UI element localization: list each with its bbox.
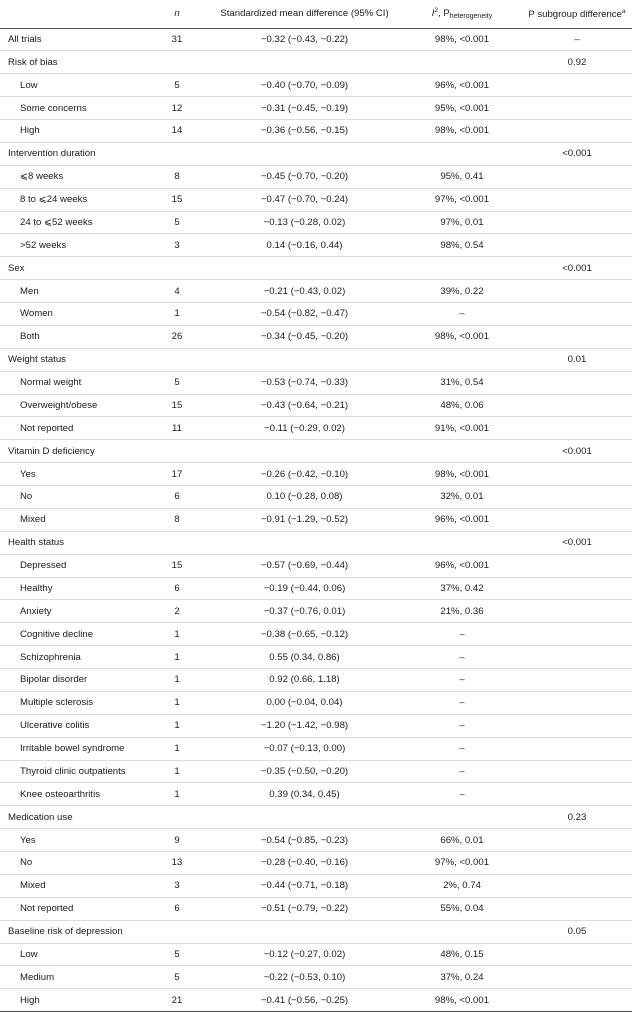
row-i2: – <box>402 623 522 646</box>
row-psub: 0.23 <box>522 806 632 829</box>
row-smd <box>207 920 402 943</box>
row-smd: 0.10 (−0.28, 0.08) <box>207 486 402 509</box>
row-i2: 37%, 0.42 <box>402 577 522 600</box>
subgroup-row <box>0 417 632 440</box>
row-i2: 37%, 0.24 <box>402 966 522 989</box>
row-i2: 2%, 0.74 <box>402 874 522 897</box>
row-smd: −0.45 (−0.70, −0.20) <box>207 165 402 188</box>
subgroup-row <box>0 74 632 97</box>
row-label: Some concerns <box>0 97 147 120</box>
row-label: >52 weeks <box>0 234 147 257</box>
row-i2: – <box>402 303 522 326</box>
row-n <box>147 51 207 74</box>
row-smd: −0.37 (−0.76, 0.01) <box>207 600 402 623</box>
row-n: 6 <box>147 486 207 509</box>
group-heading-row <box>0 531 632 554</box>
subgroup-row <box>0 371 632 394</box>
row-i2: – <box>402 737 522 760</box>
subgroup-row <box>0 280 632 303</box>
row-psub <box>522 165 632 188</box>
row-smd <box>207 348 402 371</box>
row-psub <box>522 394 632 417</box>
row-label: Normal weight <box>0 371 147 394</box>
row-smd: −0.40 (−0.70, −0.09) <box>207 74 402 97</box>
row-i2 <box>402 920 522 943</box>
row-i2: 91%, <0.001 <box>402 417 522 440</box>
row-label: Thyroid clinic outpatients <box>0 760 147 783</box>
row-psub <box>522 234 632 257</box>
row-label: Mixed <box>0 874 147 897</box>
subgroup-row <box>0 966 632 989</box>
row-n: 15 <box>147 394 207 417</box>
row-n: 1 <box>147 669 207 692</box>
row-psub <box>522 74 632 97</box>
row-n: 3 <box>147 234 207 257</box>
row-smd: −0.43 (−0.64, −0.21) <box>207 394 402 417</box>
header-label <box>0 0 147 28</box>
row-n: 6 <box>147 897 207 920</box>
row-n: 5 <box>147 74 207 97</box>
row-smd: −0.36 (−0.56, −0.15) <box>207 120 402 143</box>
row-label: Multiple sclerosis <box>0 691 147 714</box>
row-n: 31 <box>147 28 207 51</box>
row-n: 1 <box>147 760 207 783</box>
subgroup-row <box>0 508 632 531</box>
row-psub <box>522 714 632 737</box>
subgroup-row <box>0 554 632 577</box>
subgroup-row <box>0 829 632 852</box>
subgroup-row <box>0 783 632 806</box>
row-i2: 96%, <0.001 <box>402 74 522 97</box>
subgroup-row <box>0 874 632 897</box>
row-smd: −0.53 (−0.74, −0.33) <box>207 371 402 394</box>
row-label: Sex <box>0 257 147 280</box>
header-i2-sep: , P <box>438 8 450 20</box>
row-i2: 31%, 0.54 <box>402 371 522 394</box>
row-n: 26 <box>147 325 207 348</box>
row-n: 8 <box>147 508 207 531</box>
row-smd: −0.12 (−0.27, 0.02) <box>207 943 402 966</box>
row-label: 8 to ⩽24 weeks <box>0 188 147 211</box>
row-psub <box>522 989 632 1012</box>
row-psub <box>522 966 632 989</box>
subgroup-row <box>0 97 632 120</box>
row-smd: −0.31 (−0.45, −0.19) <box>207 97 402 120</box>
row-psub <box>522 577 632 600</box>
row-n: 1 <box>147 303 207 326</box>
row-psub: 0.05 <box>522 920 632 943</box>
row-label: Yes <box>0 463 147 486</box>
row-i2: 98%, <0.001 <box>402 989 522 1012</box>
row-psub <box>522 623 632 646</box>
row-psub <box>522 303 632 326</box>
row-smd: −0.34 (−0.45, −0.20) <box>207 325 402 348</box>
row-psub: <0.001 <box>522 142 632 165</box>
row-smd: −0.07 (−0.13, 0.00) <box>207 737 402 760</box>
row-smd: −0.19 (−0.44, 0.06) <box>207 577 402 600</box>
row-i2: – <box>402 691 522 714</box>
subgroup-row <box>0 691 632 714</box>
subgroup-row <box>0 463 632 486</box>
row-i2: 97%, <0.001 <box>402 188 522 211</box>
subgroup-row <box>0 325 632 348</box>
table-body <box>0 28 632 1012</box>
subgroup-row <box>0 646 632 669</box>
row-psub: 0.92 <box>522 51 632 74</box>
row-i2: 97%, 0.01 <box>402 211 522 234</box>
row-psub <box>522 829 632 852</box>
row-label: Anxiety <box>0 600 147 623</box>
subgroup-row <box>0 897 632 920</box>
row-label: Low <box>0 943 147 966</box>
row-psub <box>522 417 632 440</box>
row-psub <box>522 943 632 966</box>
row-label: Overweight/obese <box>0 394 147 417</box>
row-label: Men <box>0 280 147 303</box>
row-label: Not reported <box>0 897 147 920</box>
row-n <box>147 440 207 463</box>
row-smd: −0.91 (−1.29, −0.52) <box>207 508 402 531</box>
row-i2 <box>402 531 522 554</box>
row-psub <box>522 325 632 348</box>
row-smd <box>207 806 402 829</box>
row-label: Low <box>0 74 147 97</box>
row-i2: 66%, 0.01 <box>402 829 522 852</box>
row-n: 1 <box>147 783 207 806</box>
row-smd: −0.26 (−0.42, −0.10) <box>207 463 402 486</box>
header-psub <box>522 0 632 28</box>
row-psub <box>522 600 632 623</box>
overall-row <box>0 28 632 51</box>
row-smd: −0.32 (−0.43, −0.22) <box>207 28 402 51</box>
row-psub <box>522 874 632 897</box>
row-smd: −0.51 (−0.79, −0.22) <box>207 897 402 920</box>
row-psub <box>522 554 632 577</box>
row-psub <box>522 188 632 211</box>
subgroup-row <box>0 486 632 509</box>
row-label: High <box>0 120 147 143</box>
row-label: Medication use <box>0 806 147 829</box>
group-heading-row <box>0 806 632 829</box>
row-n <box>147 806 207 829</box>
row-i2: 48%, 0.06 <box>402 394 522 417</box>
row-i2: 98%, <0.001 <box>402 120 522 143</box>
subgroup-row <box>0 852 632 875</box>
row-n: 1 <box>147 691 207 714</box>
row-smd: −1.20 (−1.42, −0.98) <box>207 714 402 737</box>
row-label: High <box>0 989 147 1012</box>
row-i2: 39%, 0.22 <box>402 280 522 303</box>
row-label: Irritable bowel syndrome <box>0 737 147 760</box>
row-n: 6 <box>147 577 207 600</box>
row-i2 <box>402 257 522 280</box>
row-n: 1 <box>147 714 207 737</box>
row-n: 13 <box>147 852 207 875</box>
row-smd <box>207 51 402 74</box>
row-smd: 0.14 (−0.16, 0.44) <box>207 234 402 257</box>
header-psub-main: P subgroup difference <box>528 8 622 20</box>
row-n: 2 <box>147 600 207 623</box>
row-i2 <box>402 440 522 463</box>
row-i2 <box>402 142 522 165</box>
row-psub <box>522 508 632 531</box>
row-label: Medium <box>0 966 147 989</box>
row-i2: 96%, <0.001 <box>402 554 522 577</box>
row-smd: −0.44 (−0.71, −0.18) <box>207 874 402 897</box>
row-label: Mixed <box>0 508 147 531</box>
subgroup-row <box>0 714 632 737</box>
row-psub <box>522 669 632 692</box>
row-psub <box>522 463 632 486</box>
row-i2: 98%, <0.001 <box>402 463 522 486</box>
row-psub <box>522 211 632 234</box>
group-heading-row <box>0 142 632 165</box>
row-n: 17 <box>147 463 207 486</box>
subgroup-row <box>0 394 632 417</box>
header-i2-sup: 2 <box>434 7 439 15</box>
row-psub <box>522 691 632 714</box>
header-i2-sub: heterogeneity <box>449 13 493 21</box>
subgroup-row <box>0 120 632 143</box>
row-smd: 0.00 (−0.04, 0.04) <box>207 691 402 714</box>
row-n: 9 <box>147 829 207 852</box>
row-label: Ulcerative colitis <box>0 714 147 737</box>
row-i2: 32%, 0.01 <box>402 486 522 509</box>
header-psub-sup: a <box>621 7 626 15</box>
row-i2: 98%, <0.001 <box>402 28 522 51</box>
row-n: 15 <box>147 554 207 577</box>
row-n: 5 <box>147 211 207 234</box>
row-psub: <0.001 <box>522 257 632 280</box>
row-smd: −0.54 (−0.85, −0.23) <box>207 829 402 852</box>
row-smd: −0.22 (−0.53, 0.10) <box>207 966 402 989</box>
row-label: Cognitive decline <box>0 623 147 646</box>
row-smd: −0.41 (−0.56, −0.25) <box>207 989 402 1012</box>
subgroup-row <box>0 211 632 234</box>
row-n: 15 <box>147 188 207 211</box>
subgroup-row <box>0 943 632 966</box>
row-label: Bipolar disorder <box>0 669 147 692</box>
row-label: Intervention duration <box>0 142 147 165</box>
subgroup-row <box>0 623 632 646</box>
row-label: Healthy <box>0 577 147 600</box>
subgroup-row <box>0 760 632 783</box>
row-n: 4 <box>147 280 207 303</box>
row-smd <box>207 142 402 165</box>
row-label: Baseline risk of depression <box>0 920 147 943</box>
row-i2: – <box>402 783 522 806</box>
row-n: 1 <box>147 623 207 646</box>
row-smd: −0.38 (−0.65, −0.12) <box>207 623 402 646</box>
row-label: 24 to ⩽52 weeks <box>0 211 147 234</box>
row-smd: −0.28 (−0.40, −0.16) <box>207 852 402 875</box>
row-n: 5 <box>147 943 207 966</box>
row-smd: −0.13 (−0.28, 0.02) <box>207 211 402 234</box>
row-label: Both <box>0 325 147 348</box>
group-heading-row <box>0 51 632 74</box>
row-n <box>147 348 207 371</box>
row-psub <box>522 280 632 303</box>
group-heading-row <box>0 348 632 371</box>
row-psub <box>522 371 632 394</box>
header-i2 <box>402 0 522 28</box>
row-smd: −0.54 (−0.82, −0.47) <box>207 303 402 326</box>
row-n <box>147 142 207 165</box>
row-label: ⩽8 weeks <box>0 165 147 188</box>
subgroup-row <box>0 303 632 326</box>
row-i2: 95%, <0.001 <box>402 97 522 120</box>
group-heading-row <box>0 440 632 463</box>
row-psub <box>522 646 632 669</box>
row-label: No <box>0 486 147 509</box>
row-label: Knee osteoarthritis <box>0 783 147 806</box>
row-n: 1 <box>147 737 207 760</box>
row-smd: −0.57 (−0.69, −0.44) <box>207 554 402 577</box>
row-n: 11 <box>147 417 207 440</box>
row-label: Not reported <box>0 417 147 440</box>
row-n <box>147 257 207 280</box>
row-psub: – <box>522 28 632 51</box>
row-i2 <box>402 51 522 74</box>
row-smd: 0.55 (0.34, 0.86) <box>207 646 402 669</box>
row-i2: 21%, 0.36 <box>402 600 522 623</box>
row-psub: <0.001 <box>522 440 632 463</box>
row-psub <box>522 760 632 783</box>
subgroup-row <box>0 165 632 188</box>
row-smd <box>207 257 402 280</box>
row-smd: −0.11 (−0.29, 0.02) <box>207 417 402 440</box>
row-label: Yes <box>0 829 147 852</box>
row-i2: – <box>402 646 522 669</box>
row-n <box>147 531 207 554</box>
subgroup-row <box>0 188 632 211</box>
row-i2: 96%, <0.001 <box>402 508 522 531</box>
row-n: 1 <box>147 646 207 669</box>
subgroup-row <box>0 577 632 600</box>
row-psub <box>522 120 632 143</box>
row-i2: – <box>402 669 522 692</box>
subgroup-row <box>0 737 632 760</box>
header-i2-main: I <box>431 8 435 20</box>
row-psub <box>522 852 632 875</box>
row-n: 12 <box>147 97 207 120</box>
row-i2 <box>402 348 522 371</box>
group-heading-row <box>0 257 632 280</box>
row-psub <box>522 486 632 509</box>
row-n: 8 <box>147 165 207 188</box>
row-smd: −0.35 (−0.50, −0.20) <box>207 760 402 783</box>
subgroup-row <box>0 234 632 257</box>
row-n <box>147 920 207 943</box>
row-label: Depressed <box>0 554 147 577</box>
row-i2: – <box>402 714 522 737</box>
row-n: 21 <box>147 989 207 1012</box>
row-label: Vitamin D deficiency <box>0 440 147 463</box>
row-psub: <0.001 <box>522 531 632 554</box>
group-heading-row <box>0 920 632 943</box>
subgroup-row <box>0 989 632 1012</box>
row-smd: 0.92 (0.66, 1.18) <box>207 669 402 692</box>
row-i2: 98%, <0.001 <box>402 325 522 348</box>
row-psub <box>522 737 632 760</box>
row-psub <box>522 783 632 806</box>
row-psub: 0.01 <box>522 348 632 371</box>
row-psub <box>522 897 632 920</box>
row-label: Women <box>0 303 147 326</box>
row-smd <box>207 440 402 463</box>
row-psub <box>522 97 632 120</box>
row-n: 5 <box>147 371 207 394</box>
subgroup-row <box>0 600 632 623</box>
row-smd: −0.21 (−0.43, 0.02) <box>207 280 402 303</box>
row-label: Risk of bias <box>0 51 147 74</box>
row-i2: 48%, 0.15 <box>402 943 522 966</box>
subgroup-row <box>0 669 632 692</box>
row-i2: 98%, 0.54 <box>402 234 522 257</box>
row-i2: 97%, <0.001 <box>402 852 522 875</box>
row-n: 14 <box>147 120 207 143</box>
row-n: 3 <box>147 874 207 897</box>
row-smd: −0.47 (−0.70, −0.24) <box>207 188 402 211</box>
row-i2: 55%, 0.04 <box>402 897 522 920</box>
row-label: Weight status <box>0 348 147 371</box>
row-i2: 95%, 0.41 <box>402 165 522 188</box>
header-smd: Standardized mean difference (95% CI) <box>207 0 402 28</box>
row-smd <box>207 531 402 554</box>
row-i2 <box>402 806 522 829</box>
row-label: Schizophrenia <box>0 646 147 669</box>
table-header-row <box>0 0 632 28</box>
row-smd: 0.39 (0.34, 0.45) <box>207 783 402 806</box>
row-i2: – <box>402 760 522 783</box>
row-n: 5 <box>147 966 207 989</box>
row-label: Health status <box>0 531 147 554</box>
row-label: All trials <box>0 28 147 51</box>
row-label: No <box>0 852 147 875</box>
header-n: n <box>147 0 207 28</box>
